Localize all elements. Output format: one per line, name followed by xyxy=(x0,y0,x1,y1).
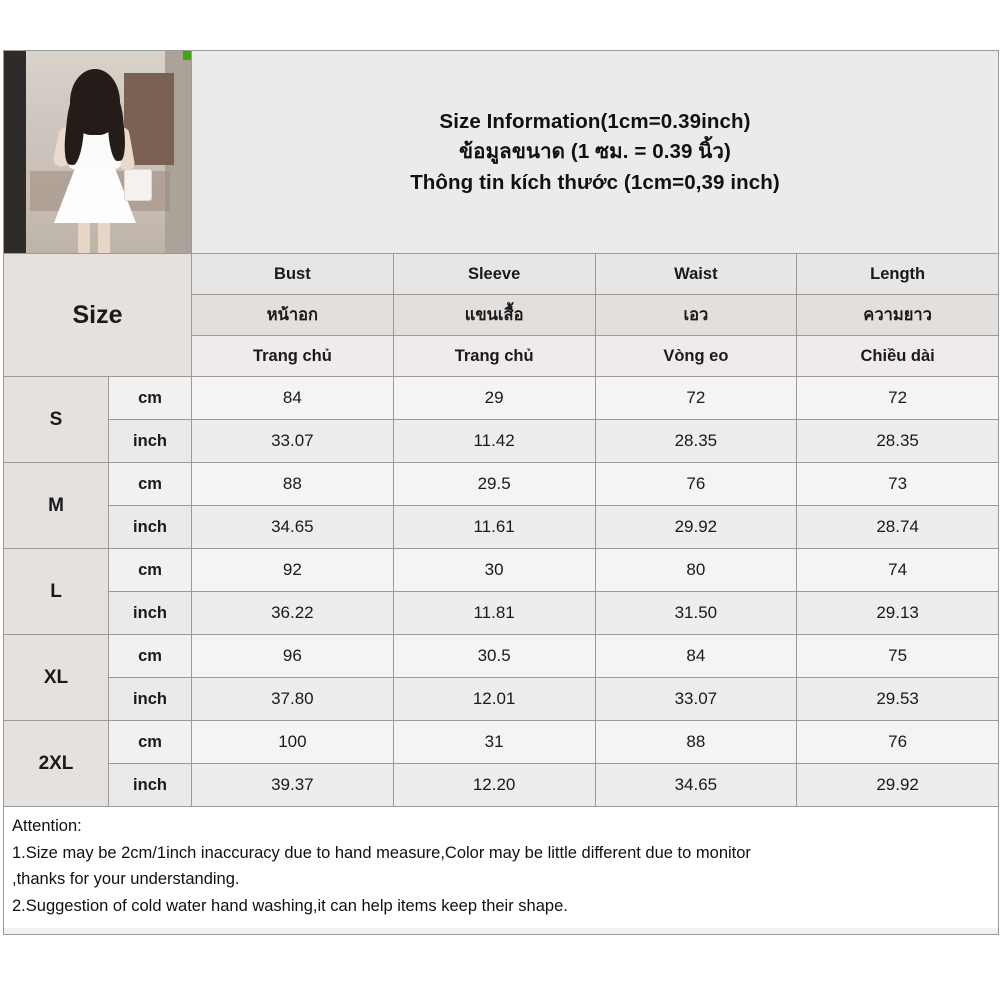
cell-bust-cm: 92 xyxy=(192,549,394,591)
unit-cm-label: cm xyxy=(109,463,192,505)
product-photo xyxy=(4,51,192,253)
col-header-waist-vi: Vòng eo xyxy=(596,336,798,376)
cell-waist-inch: 31.50 xyxy=(596,592,798,634)
cell-waist-cm: 76 xyxy=(596,463,798,505)
col-header-bust-vi: Trang chủ xyxy=(192,336,394,376)
unit-cm-label: cm xyxy=(109,377,192,419)
table-row xyxy=(4,549,998,635)
cell-length-inch: 29.53 xyxy=(797,678,998,720)
cell-sleeve-inch: 11.42 xyxy=(394,420,596,462)
row-cm xyxy=(109,377,998,419)
row-size-label: L xyxy=(4,549,109,634)
unit-inch-label: inch xyxy=(109,506,192,548)
row-cm xyxy=(109,635,998,677)
col-header-sleeve-th: แขนเสื้อ xyxy=(394,295,596,335)
table-row xyxy=(4,721,998,807)
table-row xyxy=(4,377,998,463)
cell-length-inch: 28.35 xyxy=(797,420,998,462)
green-marker-icon xyxy=(183,51,192,60)
cell-bust-inch: 33.07 xyxy=(192,420,394,462)
size-chart-sheet xyxy=(3,50,999,935)
table-row xyxy=(4,635,998,721)
header-row-vi xyxy=(192,335,998,376)
col-header-length-vi: Chiều dài xyxy=(797,336,998,376)
cell-length-cm: 72 xyxy=(797,377,998,419)
cell-length-cm: 75 xyxy=(797,635,998,677)
model-leg-right xyxy=(98,219,110,253)
row-size-label: S xyxy=(4,377,109,462)
cell-bust-inch: 39.37 xyxy=(192,764,394,806)
cell-length-inch: 29.92 xyxy=(797,764,998,806)
cell-bust-cm: 88 xyxy=(192,463,394,505)
cell-bust-cm: 84 xyxy=(192,377,394,419)
row-inch xyxy=(109,505,998,548)
cell-waist-inch: 34.65 xyxy=(596,764,798,806)
unit-cm-label: cm xyxy=(109,549,192,591)
cell-bust-inch: 36.22 xyxy=(192,592,394,634)
cell-sleeve-inch: 11.81 xyxy=(394,592,596,634)
cell-waist-cm: 72 xyxy=(596,377,798,419)
cell-waist-inch: 33.07 xyxy=(596,678,798,720)
attention-line-1: 1.Size may be 2cm/1inch inaccuracy due to hand measure,Color may be little different due to monitor xyxy=(12,843,751,862)
attention-heading: Attention: xyxy=(12,817,82,835)
col-header-length-th: ความยาว xyxy=(797,295,998,335)
attention-line-2: ,thanks for your understanding. xyxy=(12,870,240,889)
header-row-th xyxy=(192,294,998,335)
row-inch xyxy=(109,763,998,806)
col-header-sleeve-en: Sleeve xyxy=(394,254,596,294)
row-measurements xyxy=(109,721,998,806)
cell-bust-cm: 100 xyxy=(192,721,394,763)
col-header-sleeve-vi: Trang chủ xyxy=(394,336,596,376)
model-leg-left xyxy=(78,219,90,253)
cell-sleeve-cm: 29.5 xyxy=(394,463,596,505)
cell-sleeve-inch: 11.61 xyxy=(394,506,596,548)
title-line-vi: Thông tin kích thước (1cm=0,39 inch) xyxy=(410,170,780,194)
model-handbag xyxy=(124,169,152,201)
col-header-waist-th: เอว xyxy=(596,295,798,335)
size-header-cell: Size xyxy=(4,254,192,376)
title-line-th: ข้อมูลขนาด (1 ซม. = 0.39 นิ้ว) xyxy=(459,140,731,164)
row-inch xyxy=(109,419,998,462)
row-cm xyxy=(109,463,998,505)
table-row xyxy=(4,463,998,549)
row-inch xyxy=(109,591,998,634)
row-cm xyxy=(109,549,998,591)
cell-waist-inch: 28.35 xyxy=(596,420,798,462)
unit-inch-label: inch xyxy=(109,678,192,720)
cell-length-inch: 28.74 xyxy=(797,506,998,548)
col-header-length-en: Length xyxy=(797,254,998,294)
cell-bust-inch: 37.80 xyxy=(192,678,394,720)
cell-bust-cm: 96 xyxy=(192,635,394,677)
col-header-bust-en: Bust xyxy=(192,254,394,294)
model-hair xyxy=(70,69,120,135)
row-measurements xyxy=(109,377,998,462)
title-line-en: Size Information(1cm=0.39inch) xyxy=(439,110,751,134)
cell-length-cm: 73 xyxy=(797,463,998,505)
table-header xyxy=(4,254,998,377)
cell-length-cm: 74 xyxy=(797,549,998,591)
cell-sleeve-inch: 12.20 xyxy=(394,764,596,806)
attention-line-3: 2.Suggestion of cold water hand washing,it can help items keep their shape. xyxy=(12,897,568,916)
cell-sleeve-cm: 31 xyxy=(394,721,596,763)
row-size-label: M xyxy=(4,463,109,548)
row-size-label: XL xyxy=(4,635,109,720)
unit-cm-label: cm xyxy=(109,721,192,763)
cell-waist-inch: 29.92 xyxy=(596,506,798,548)
header-row-en xyxy=(192,254,998,294)
unit-cm-label: cm xyxy=(109,635,192,677)
row-cm xyxy=(109,721,998,763)
cell-waist-cm: 88 xyxy=(596,721,798,763)
attention-block xyxy=(4,807,998,928)
row-measurements xyxy=(109,635,998,720)
title-block xyxy=(192,51,998,253)
cell-length-cm: 76 xyxy=(797,721,998,763)
unit-inch-label: inch xyxy=(109,420,192,462)
cell-sleeve-cm: 29 xyxy=(394,377,596,419)
cell-bust-inch: 34.65 xyxy=(192,506,394,548)
header-columns xyxy=(192,254,998,376)
cell-sleeve-cm: 30 xyxy=(394,549,596,591)
cell-waist-cm: 80 xyxy=(596,549,798,591)
row-inch xyxy=(109,677,998,720)
unit-inch-label: inch xyxy=(109,764,192,806)
row-size-label: 2XL xyxy=(4,721,109,806)
col-header-waist-en: Waist xyxy=(596,254,798,294)
cell-sleeve-cm: 30.5 xyxy=(394,635,596,677)
photo-wall-left xyxy=(4,51,26,253)
row-measurements xyxy=(109,463,998,548)
unit-inch-label: inch xyxy=(109,592,192,634)
cell-length-inch: 29.13 xyxy=(797,592,998,634)
col-header-bust-th: หน้าอก xyxy=(192,295,394,335)
row-measurements xyxy=(109,549,998,634)
cell-waist-cm: 84 xyxy=(596,635,798,677)
header-row xyxy=(4,51,998,254)
cell-sleeve-inch: 12.01 xyxy=(394,678,596,720)
